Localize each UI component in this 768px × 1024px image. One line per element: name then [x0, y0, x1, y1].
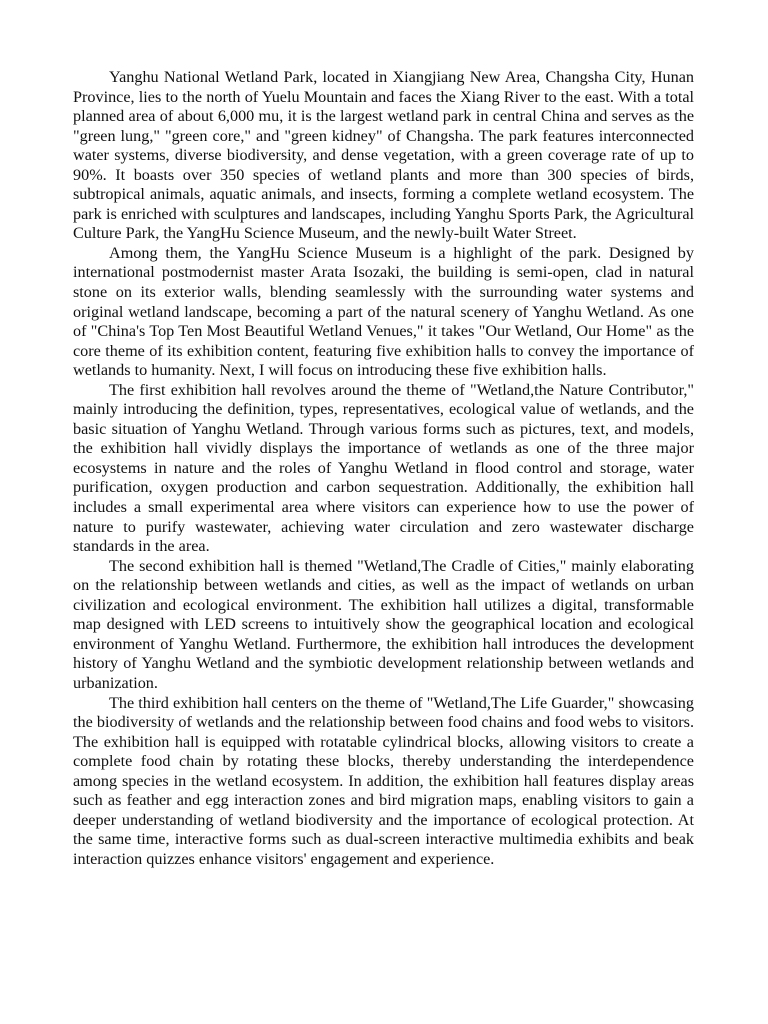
document-body: [73, 68, 694, 869]
paragraph-science-museum: Among them, the YangHu Science Museum is a highlight of the park. Designed by international postmodernist master Arata Isozaki, the building is semi-open, clad in natural stone on its exterior walls, blending seamlessly with the surrounding water systems and original wetland landscape, becoming a part of the natural scenery of Yanghu Wetland. As one of "China's Top Ten Most Beautiful Wetland Venues," it takes "Our Wetland, Our Home" as the core theme of its exhibition content, featuring five exhibition halls to convey the importance of wetlands to humanity. Next, I will focus on introducing these five exhibition halls.: [73, 243, 694, 380]
paragraph-park-overview: Yanghu National Wetland Park, located in Xiangjiang New Area, Changsha City, Hunan Province, lies to the north of Yuelu Mountain and faces the Xiang River to the east. With a total planned area of about 6,000 mu, it is the largest wetland park in central China and serves as the "green lung," "green core," and "green kidney" of Changsha. The park features interconnected water systems, diverse biodiversity, and dense vegetation, with a green coverage rate of up to 90%. It boasts over 350 species of wetland plants and more than 300 species of birds, subtropical animals, aquatic animals, and insects, forming a complete wetland ecosystem. The park is enriched with sculptures and landscapes, including Yanghu Sports Park, the Agricultural Culture Park, the YangHu Science Museum, and the newly-built Water Street.: [73, 68, 694, 243]
paragraph-first-hall: The first exhibition hall revolves around the theme of "Wetland,the Nature Contributor," mainly introducing the definition, types, representatives, ecological value of wetlands, and the basic situation of Yanghu Wetland. Through various forms such as pictures, text, and models, the exhibition hall vividly displays the importance of wetlands as one of the three major ecosystems in nature and the roles of Yanghu Wetland in flood control and storage, water purification, oxygen production and carbon sequestration. Additionally, the exhibition hall includes a small experimental area where visitors can experience how to use the power of nature to purify wastewater, achieving water circulation and zero wastewater discharge standards in the area.: [73, 380, 694, 556]
paragraph-second-hall: The second exhibition hall is themed "Wetland,The Cradle of Cities," mainly elaborating on the relationship between wetlands and cities, as well as the impact of wetlands on urban civilization and ecological environment. The exhibition hall utilizes a digital, transformable map designed with LED screens to intuitively show the geographical location and ecological environment of Yanghu Wetland. Furthermore, the exhibition hall introduces the development history of Yanghu Wetland and the symbiotic development relationship between wetlands and urbanization.: [73, 556, 694, 692]
paragraph-third-hall: The third exhibition hall centers on the theme of "Wetland,The Life Guarder," showcasing the biodiversity of wetlands and the relationship between food chains and food webs to visitors. The exhibition hall is equipped with rotatable cylindrical blocks, allowing visitors to create a complete food chain by rotating these blocks, thereby understanding the interdependence among species in the wetland ecosystem. In addition, the exhibition hall features display areas such as feather and egg interaction zones and bird migration maps, enabling visitors to gain a deeper understanding of wetland biodiversity and the importance of ecological protection. At the same time, interactive forms such as dual-screen interactive multimedia exhibits and beak interaction quizzes enhance visitors' engagement and experience.: [73, 693, 694, 868]
